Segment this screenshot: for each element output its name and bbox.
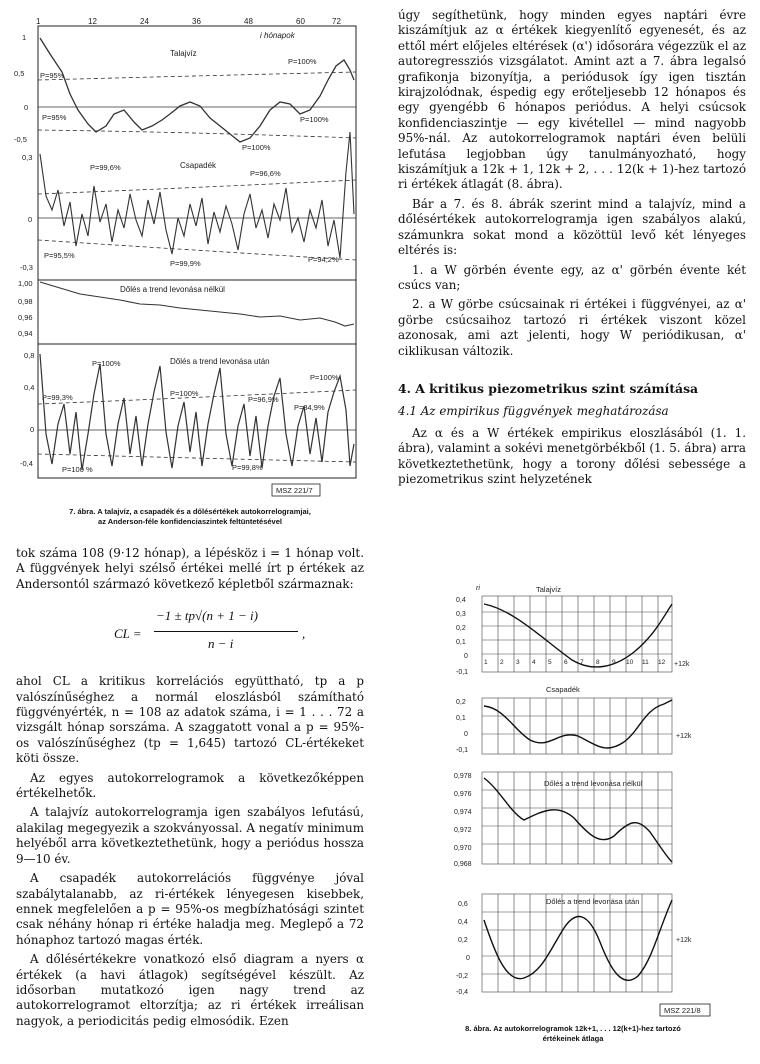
fig8-p1-tick: 0,3: [456, 611, 466, 618]
fig8-p4-tick: 0: [466, 955, 470, 962]
fig7-p1-label: P=95%: [40, 71, 65, 80]
fig7-p2-tick: 0: [28, 215, 33, 224]
right-paragraph: úgy segíthetünk, hogy minden egyes naptári évre kiszámítjuk az α értékek kiegyenlítő egyenesét, és az ettől mért előjeles eltérések (α') idősorára végezzük el az autoregressziós vizsgálatot. Amint azt a 7. ábra legalsó grafikonja bizonyítja, a periódusok így igen tisztán kirajzolódnak, éspedig egy erőteljesebb 12 hónapos és egy gyengébb 6 hónapos periódus. A helyi csúcsok konfidenciaszintje — egy kivétellel — mind nagyobb 95%-nál. Az autokorrelogramok naptári éven belüli lefutása legjobban úgy tanulmányozható, hogy kiszámítjuk a 12k + 1, 12k + 2, . . . 12(k + 1)-hez tartozó ri értékek átlagát (8. ábra).: [398, 8, 746, 192]
fig7-p2-label: P=94,2%: [308, 255, 339, 264]
fig7-p4-label: P=99,3%: [42, 393, 73, 402]
fig8-rlabel: ri: [476, 585, 480, 592]
left-paragraph: Az egyes autokorrelogramok a következőképpen értékelhetők.: [16, 770, 364, 801]
fig7-caption-line2: az Anderson-féle konfidenciaszintek feltüntetésével: [98, 517, 282, 526]
fig8-p1-tick: -0,1: [456, 669, 469, 676]
fig7-month-label: i hónapok: [260, 31, 295, 40]
figure-7-caption: [14, 507, 366, 527]
fig8-p4-tick: 0,6: [458, 901, 468, 908]
formula-tail: ,: [302, 626, 306, 642]
right-paragraph: 1. a W görbén évente egy, az α' görbén évente két csúcs van;: [398, 262, 746, 292]
fig7-p2-tick: 0,3: [22, 153, 33, 162]
fig7-p4-label: P=100%: [92, 359, 121, 368]
left-paragraph: tok száma 108 (9·12 hónap), a lépésköz i = 1 hónap volt. A függvények helyi szélső értékei mellé írt p értékek az Andersontól származó következő képletből származnak:: [16, 546, 364, 591]
fig7-p1-title: Talajvíz: [170, 49, 197, 58]
fig7-p4-tick: 0,8: [24, 351, 35, 360]
fig8-p2-tick: 0: [464, 731, 468, 738]
fig7-p1-tick: 0: [24, 103, 29, 112]
fig8-p1-tick: 0,4: [456, 597, 466, 604]
fig7-p1-tick: 0,5: [14, 69, 25, 78]
fig8-stamp: MSZ 221/8: [664, 1006, 701, 1015]
fig8-caption-line1: 8. ábra. Az autokorrelogramok 12k+1, . . . 12(k+1)-hez tartozó: [465, 1024, 681, 1033]
right-paragraph: 2. a W görbe csúcsainak ri értékei i függvényei, az α' görbe csúcsaihoz tartozó ri értékek viszont közel azonosak, ami azt jelenti, hogy W periódikusan, α' ciklikusan változik.: [398, 297, 746, 358]
fig8-xtick: 1: [484, 659, 488, 666]
figure-8-svg: [454, 580, 734, 1020]
fig7-p1-label: P=100%: [242, 143, 271, 152]
fig8-p3-tick: 0,972: [454, 827, 472, 834]
fig7-p4-tick: 0,4: [24, 383, 35, 392]
fig7-top-tick: 60: [296, 17, 305, 26]
fig7-p4-tick: -0,4: [20, 459, 33, 468]
fig7-p4-title: Dőlés a trend levonása után: [170, 357, 270, 366]
fig8-p2-tick: -0,1: [456, 747, 469, 754]
fig8-caption-line2: értékeinek átlaga: [542, 1034, 604, 1043]
fig7-p2-label: P=99,6%: [90, 163, 121, 172]
fig8-xtick: 5: [548, 659, 552, 666]
left-paragraph: A csapadék autokorrelációs függvénye jóval szabálytalanabb, az ri-értékek lényegesen kisebbek, ennek megfelelően a p = 95%-os megbízhatósági szintet csak néhány hónap ri értéke haladja meg. Meglepő a 72 hónaphoz tartozó magas érték.: [16, 871, 364, 947]
fig8-xlabel: +12k: [676, 937, 692, 944]
fig7-p2-tick: -0,3: [20, 263, 33, 272]
fig8-p4-tick: -0,4: [456, 989, 469, 996]
fig7-top-tick: 24: [140, 17, 149, 26]
fig8-p4-tick: -0,2: [456, 973, 469, 980]
fig7-top-tick: 12: [88, 17, 97, 26]
fig8-p3-tick: 0,978: [454, 773, 472, 780]
fig7-p4-label: P=100%: [170, 389, 199, 398]
fig8-xtick: 4: [532, 659, 536, 666]
fig7-p4-tick: 0: [30, 425, 35, 434]
fig7-top-tick: 1: [36, 17, 41, 26]
fig7-top-tick: 48: [244, 17, 253, 26]
figure-8: [454, 580, 734, 1020]
fig8-p4-title: Dőlés a trend levonása után: [546, 897, 640, 906]
formula-numerator: −1 ± tp√(n + 1 − i): [156, 608, 258, 624]
fig8-xtick: 10: [626, 659, 634, 666]
right-paragraph: Az α és a W értékek empirikus eloszlásából (1. 1. ábra), valamint a sokévi menetgörbékből (1. 5. ábra) arra következtethetünk, hogy a torony dőlési sebessége a piezometrikus szint helyzetének: [398, 425, 746, 486]
fig7-p2-title: Csapadék: [180, 161, 217, 170]
fig8-p2-tick: 0,2: [456, 699, 466, 706]
figure-7: [10, 14, 362, 504]
fig8-p2-tick: 0,1: [456, 715, 466, 722]
fig8-p3-title: Dőlés a trend levonása nélkül: [544, 779, 643, 788]
fig8-xlabel: +12k: [674, 661, 690, 668]
fig8-xlabel: +12k: [676, 733, 692, 740]
fig8-p3-tick: 0,968: [454, 861, 472, 868]
fig7-p3-tick: 0,98: [18, 297, 33, 306]
left-paragraph: A dőlésértékekre vonatkozó első diagram a nyers α értékek (a havi átlagok) segítségével készült. Az idősorban mutatkozó igen nagy trend az autokorrelogramot eltorzítja; az ri értékek irreálisan nagyok, a periodicitás pedig elmosódik. Ezen: [16, 952, 364, 1028]
left-paragraph: A talajvíz autokorrelogramja igen szabályos lefutású, alakilag megegyezik a szokványossal. A negatív minimum helyéből arra következtethetünk, hogy a periódus hossza 9—10 év.: [16, 805, 364, 866]
fig8-p1-tick: 0,2: [456, 625, 466, 632]
fig8-xtick: 7: [580, 659, 584, 666]
fig7-p3-tick: 0,94: [18, 329, 33, 338]
fig8-p2-title: Csapadék: [546, 685, 580, 694]
figure-8-caption: [392, 1024, 754, 1044]
fig7-p1-label: P=100%: [300, 115, 329, 124]
fig7-p4-label: P=100 %: [62, 465, 93, 474]
fig7-p4-label: P=96,9%: [248, 395, 279, 404]
fig7-p4-curve: [40, 354, 354, 470]
left-column-text: [16, 546, 364, 1033]
fig8-xtick: 2: [500, 659, 504, 666]
fig8-p1-title: Talajvíz: [536, 585, 562, 594]
fig8-p1-tick: 0,1: [456, 639, 466, 646]
fig7-p2-label: P=99,9%: [170, 259, 201, 268]
figure-7-svg: [10, 14, 362, 504]
fig8-xtick: 8: [596, 659, 600, 666]
fig7-p1-label: P=100%: [288, 57, 317, 66]
formula-denominator: n − i: [208, 636, 234, 652]
subsection-heading: 4.1 Az empirikus függvények meghatározása: [398, 404, 669, 419]
fig7-p4-label: P=84,9%: [294, 403, 325, 412]
fig7-stamp: MSZ 221/7: [276, 486, 313, 495]
fig7-p1-tick: 1: [22, 33, 27, 42]
left-paragraph: ahol CL a kritikus korrelációs együttható, tp a p valószínűséghez a normál eloszlásból számítható függvényérték, n = 108 az adatok száma, i = 1 . . . 72 a vizsgált hónap sorszáma. A szaggatott vonal a p = 95%-os valószínűséghez (tp = 1,645) tartozó CL-értékeket köti össze.: [16, 674, 364, 766]
fig7-p3-tick: 1,00: [18, 279, 33, 288]
fig8-xtick: 12: [658, 659, 666, 666]
fig7-p3-title: Dőlés a trend levonása nélkül: [120, 285, 225, 294]
formula-bar: [154, 631, 298, 632]
fig8-p4-tick: 0,2: [458, 937, 468, 944]
fig8-xtick: 6: [564, 659, 568, 666]
section-heading: 4. A kritikus piezometrikus szint számítása: [398, 380, 699, 396]
fig7-p4-label: P=99,8%: [232, 463, 263, 472]
right-column-text: [398, 8, 746, 491]
right-paragraph: Bár a 7. és 8. ábrák szerint mind a talajvíz, mind a dőlésértékek autokorrelogramja igen szabályos alakú, számunkra sokat mond a közöttül levő két lényeges eltérés is:: [398, 196, 746, 258]
fig8-p3-tick: 0,976: [454, 791, 472, 798]
fig7-p1-curve: [40, 38, 354, 142]
fig7-p3-tick: 0,96: [18, 313, 33, 322]
fig8-xtick: 9: [612, 659, 616, 666]
fig8-xtick: 3: [516, 659, 520, 666]
fig7-top-tick: 72: [332, 17, 341, 26]
formula: [16, 598, 364, 668]
fig8-p3-tick: 0,974: [454, 809, 472, 816]
fig7-top-tick: 36: [192, 17, 201, 26]
formula-lhs: CL =: [114, 626, 142, 642]
fig7-p2-label: P=96,6%: [250, 169, 281, 178]
fig7-p2-curve: [40, 132, 354, 258]
fig8-xtick: 11: [642, 659, 649, 666]
fig7-caption-line1: 7. ábra. A talajvíz, a csapadék és a dőlésértékek autokorrelogramjai,: [69, 507, 311, 516]
fig8-p3-tick: 0,970: [454, 845, 472, 852]
fig7-p1-label: P=95%: [42, 113, 67, 122]
fig7-p4-label: P=100%: [310, 373, 339, 382]
fig7-p1-tick: -0,5: [14, 135, 27, 144]
fig7-p2-label: P=95,5%: [44, 251, 75, 260]
fig8-p4-tick: 0,4: [458, 919, 468, 926]
fig8-p1-tick: 0: [464, 653, 468, 660]
